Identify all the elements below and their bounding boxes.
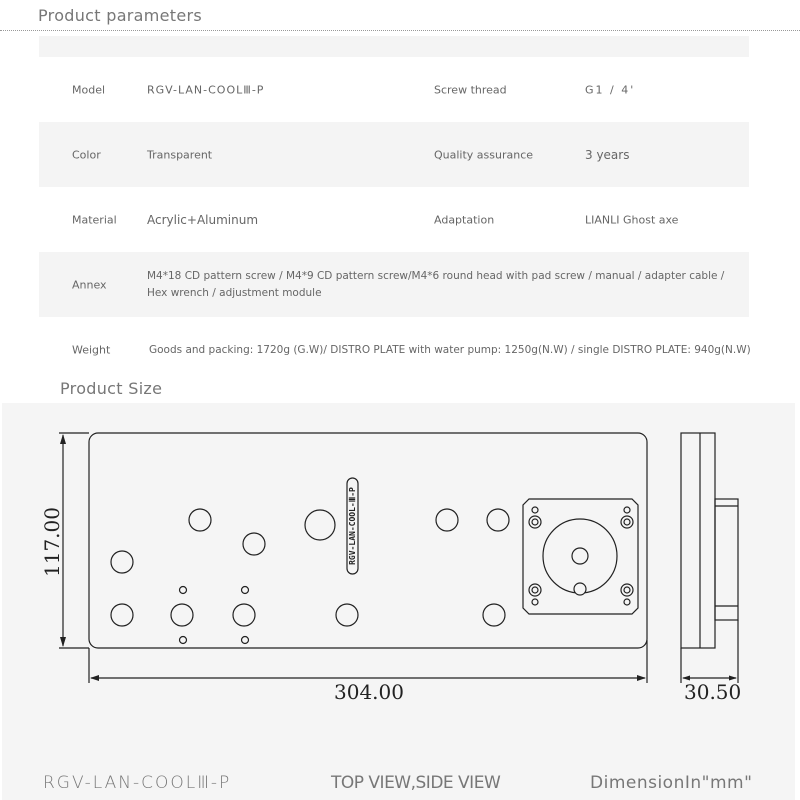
plate-outline [89,433,647,648]
height-dimension-value: 117.00 [39,507,64,577]
product-size-title: Product Size [60,379,163,398]
footer-unit-label: DimensionIn"mm" [590,773,753,793]
product-parameters-title: Product parameters [38,6,203,25]
model-label: Model [72,83,106,96]
weight-value: Goods and packing: 1720g (G.W)/ DISTRO PLATE with water pump: 1250g(N.W) / single DISTRO PLATE: 940g(N.W) [149,343,751,356]
annex-label: Annex [72,278,107,291]
screw-thread-label: Screw thread [434,83,507,96]
pump-mount [523,499,638,614]
adaptation-value: LIANLI Ghost axe [585,213,679,226]
footer-model-name: RGV-LAN-COOLⅢ-P [43,773,232,793]
plate-label-text: RGV-LAN-COOL-Ⅲ-P [348,487,357,565]
color-label: Color [72,148,101,161]
material-value: Acrylic+Aluminum [147,212,259,227]
annex-value: M4*18 CD pattern screw / M4*9 CD pattern screw/M4*6 round head with pad screw / manual / adapter cable / Hex wrench / adjustment module [147,269,725,299]
mounting-holes [111,509,509,644]
footer-view-label: TOP VIEW,SIDE VIEW [331,773,501,793]
quality-value: 3 years [585,147,630,162]
quality-label: Quality assurance [434,148,534,161]
adaptation-label: Adaptation [434,213,495,226]
color-value: Transparent [147,148,213,161]
screw-thread-value: G1 / 4' [585,83,636,96]
weight-label: Weight [72,343,111,356]
model-value: RGV-LAN-COOLⅢ-P [147,83,265,96]
side-view [681,433,738,683]
width-dimension-value: 304.00 [334,680,404,704]
depth-dimension-value: 30.50 [684,680,742,704]
material-label: Material [72,213,117,226]
